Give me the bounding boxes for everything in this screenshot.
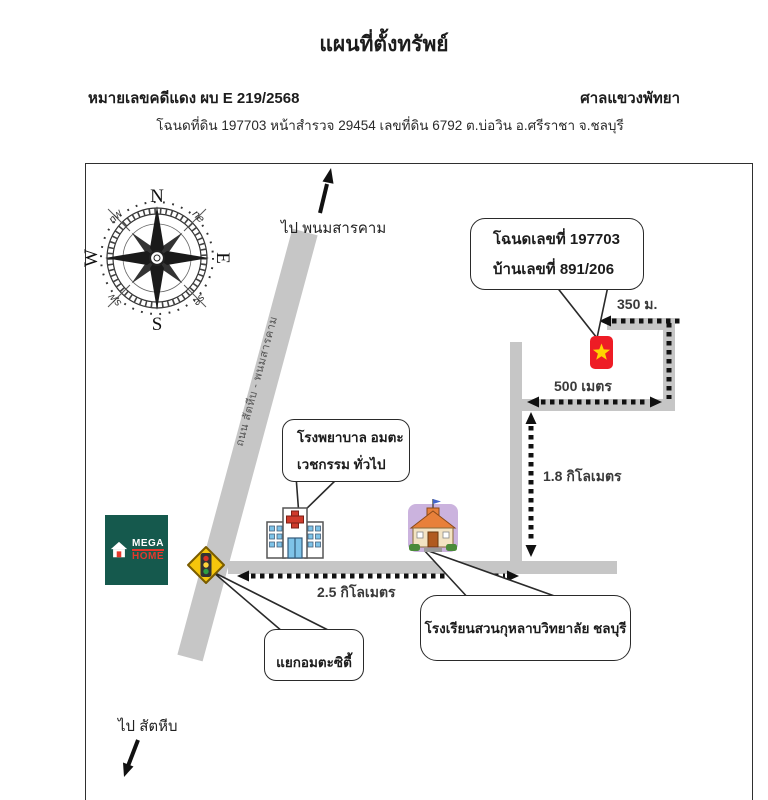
school-name-label: โรงเรียนสวนกุหลาบวิทยาลัย ชลบุรี — [424, 621, 627, 636]
compass-ne-label: ne — [189, 208, 207, 226]
house-number-label: บ้านเลขที่ 891/206 — [493, 261, 615, 278]
road-main-horizontal — [228, 561, 617, 574]
compass-e-label: E — [212, 252, 233, 264]
hospital-name-line2: เวชกรรม ทั่วไป — [297, 456, 386, 472]
distance-350m-label: 350 ม. — [617, 296, 658, 312]
school-callout — [420, 595, 631, 661]
deed-number-label: โฉนดเลขที่ 197703 — [493, 231, 620, 248]
hospital-name-line1: โรงพยาบาล อมตะ — [297, 430, 404, 446]
property-flag-marker — [590, 336, 613, 369]
megahome-store-logo — [105, 515, 168, 585]
compass-sw-label: sw — [106, 291, 124, 309]
intersection-callout — [264, 629, 364, 681]
distance-500m-label: 500 เมตร — [554, 378, 612, 394]
compass-n-label: N — [150, 186, 164, 207]
road-vertical-branch — [510, 342, 522, 574]
hospital-callout — [282, 419, 410, 482]
distance-1-8km-label: 1.8 กิโลเมตร — [543, 468, 622, 484]
compass-s-label: S — [151, 314, 163, 335]
compass-w-label: W — [81, 249, 102, 267]
megahome-text-home: HOME — [132, 551, 164, 562]
distance-2-5km-label: 2.5 กิโลเมตร — [317, 584, 396, 600]
road-name-label: ถนน สัตหีบ - พนมสารคาม — [233, 314, 281, 448]
compass-nw-label: nw — [106, 207, 125, 226]
intersection-name-label: แยกอมตะซิตี้ — [276, 655, 352, 670]
property-callout — [470, 218, 644, 290]
house-icon — [109, 540, 129, 560]
megahome-text-mega: MEGA — [132, 538, 164, 549]
hospital-icon — [267, 508, 323, 558]
dest-sattahip-label: ไป สัตหีบ — [118, 718, 178, 735]
tail-property — [556, 286, 608, 338]
compass-rose — [81, 186, 233, 335]
tail-intersection — [213, 572, 332, 632]
arrow-to-sattahip — [128, 740, 138, 766]
deed-info-line: โฉนดที่ดิน 197703 หน้าสำรวจ 29454 เลขที่ดิน 6792 ต.บ่อวิน อ.ศรีราชา จ.ชลบุรี — [156, 118, 624, 133]
school-icon — [408, 499, 458, 552]
dest-phanom-sarakham-label: ไป พนมสารคาม — [281, 220, 387, 237]
compass-se-label: se — [190, 291, 208, 309]
arrow-to-phanom-sarakham — [320, 184, 327, 213]
page-title: แผนที่ตั้งทรัพย์ — [319, 32, 449, 56]
case-number: หมายเลขคดีแดง ผบ E 219/2568 — [88, 90, 300, 107]
court-name: ศาลแขวงพัทยา — [580, 90, 680, 107]
